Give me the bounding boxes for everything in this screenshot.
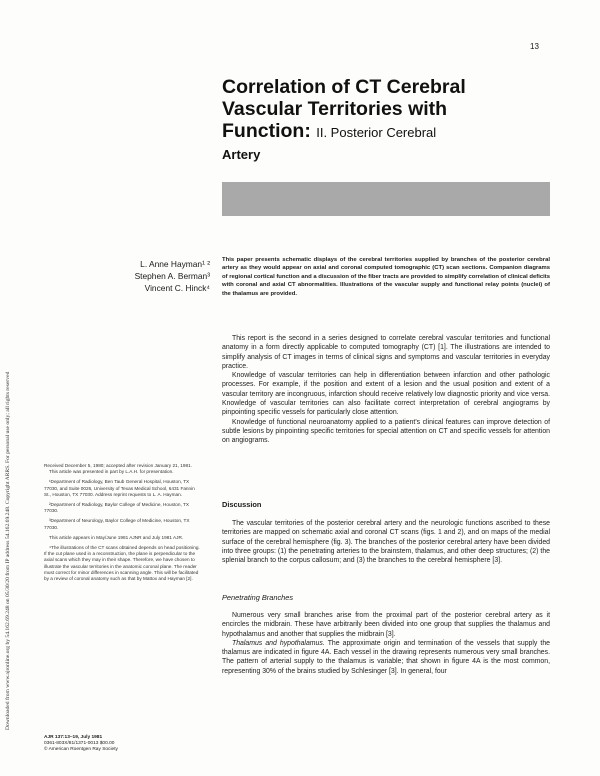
decorative-gray-bar — [222, 182, 550, 216]
page-number: 13 — [530, 42, 539, 51]
introduction — [222, 334, 550, 446]
thalamus-lead-in: Thalamus and hypothalamus. — [232, 639, 325, 647]
title-line-4: Artery — [222, 147, 261, 162]
footnote-2: ²Department of Radiology, Baylor College of Medicine, Houston, TX 77030. — [44, 502, 189, 514]
article-title — [222, 76, 552, 166]
download-watermark-text: Downloaded from www.ajronline.org by 54.162.69.248 on 05/30/20 from IP address 54.162.69.248. Copyright ARRS. For personal use only; all rights reserved — [5, 371, 11, 730]
footnote-3: ³Department of Neurology, Baylor College of Medicine, Houston, TX 77030. — [44, 518, 190, 530]
author-2: Stephen A. Berman³ — [134, 271, 210, 281]
intro-paragraph-3: Knowledge of functional neuroanatomy applied to a patient's clinical features can improve detection of subtle lesions by pinpointing specific territories for special attention on CT and specific vessels for attention on angiograms. — [222, 418, 550, 445]
discussion-section — [222, 519, 550, 565]
footnote-4: ⁴The illustrations of the CT scans obtained depends on head positioning. If the cut plane used in a reconstruction, the plane is perpendicular to the axial scans which they may in their shape. Therefore, we have chosen to illustrate the vascular territories in the anatomic coronal plane. The reader must correct for minor differences in scanning angle. This will be facilitated by a review of coronal anatomy such as that by Mattox and Hayman [2]. — [44, 545, 200, 582]
journal-cite: AJR 137:13–19, July 1981 — [44, 735, 103, 740]
title-line-3 — [222, 120, 552, 144]
thalamus-paragraph-text: The approximate origin and termination of the vessels that supply the thalamus are indicated in figure 4A. Each vessel in the drawing represents numerous very small branches. The pattern of arterial supply to the thalamus is variable; that shown in figure 4A is the most common, representing 30% of the brains studied by Schlesinger [3]. In general, four — [222, 639, 550, 675]
footnote-reprint: This article appears in May/June 1981 AJNR and July 1981 AJR. — [49, 534, 184, 540]
title-line-1: Correlation of CT Cerebral — [222, 76, 466, 98]
intro-paragraph-1: This report is the second in a series designed to correlate cerebral vascular territories and functional anatomy in a form directly applicable to computed tomography (CT) [1]. The illustrations are intended to simplify analysis of CT images in terms of clinical signs and symptoms and vascular territories in everyday practice. — [222, 335, 550, 370]
journal-issn: 0361-803X/81/1371-0013 $00.00 — [44, 741, 115, 747]
author-list — [60, 258, 210, 294]
title-line-3-main: Function: — [222, 120, 311, 142]
intro-paragraph-2: Knowledge of vascular territories can help in differentiation between infarction and other pathologic processes. For example, if the position and extent of a lesion and the usual position and extent of a vascular territory are incongruous, infarction should receive relatively low diagnostic priority and vice versa. Knowledge of vascular territories can also facilitate correct interpretation of cerebral angiograms by pinpointing specific vessels for particularly close attention. — [222, 372, 550, 417]
penetrating-branches-heading: Penetrating Branches — [222, 593, 294, 602]
title-line-2: Vascular Territories with — [222, 98, 448, 120]
penetrating-paragraph-2 — [222, 639, 550, 676]
discussion-heading: Discussion — [222, 500, 262, 509]
download-watermark — [2, 150, 14, 730]
penetrating-branches-section — [222, 611, 550, 676]
journal-copyright: © American Roentgen Ray Society — [44, 747, 118, 753]
footnote-1: ¹Department of Radiology, Ben Taub General Hospital, Houston, TX 77030, and Suite 0026, University of Texas Medical School, 6431 Fannin St., Houston, TX 77030. Address reprint requests to L. A. Hayman. — [44, 479, 195, 497]
author-3: Vincent C. Hinck⁴ — [144, 283, 210, 293]
penetrating-paragraph-1: Numerous very small branches arise from the proximal part of the posterior cerebral artery as it encircles the midbrain. These have arbitrarily been divided into one group that supplies the thalamus and hypothalamus and another that supplies the midbrain [3]. — [222, 612, 550, 638]
footnotes — [44, 463, 202, 586]
footnote-received: Received December 5, 1980; accepted after revision January 21, 1981. — [44, 463, 193, 468]
author-1: L. Anne Hayman¹ ² — [140, 259, 210, 269]
title-line-3-sub: II. Posterior Cerebral — [316, 125, 437, 140]
abstract: This paper presents schematic displays of the cerebral territories supplied by branches of the posterior cerebral artery as they would appear on axial and coronal computed tomographic (CT) scan sections. Companion diagrams of regional cortical function and a discussion of the fiber tracts are provided to simplify correlation of clinical deficits with coronal and axial CT abnormalities. Illustrations of the vascular supply and functional relay points (nuclei) of the thalamus are provided. — [222, 257, 550, 297]
footnote-presented: This article was presented in part by L.A.H. for presentation. — [49, 469, 174, 475]
journal-citation — [44, 735, 202, 754]
discussion-paragraph-1: The vascular territories of the posterior cerebral artery and the neurologic functions ascribed to these territories are mapped on schematic axial and coronal CT scans (figs. 1 and 2), and on maps of the medial surface of the cerebral hemisphere (fig. 3). The branches of the posterior cerebral artery have been divided into three groups: (1) the penetrating arteries to the brainstem, thalamus, and other deep structures; (2) the splenial branch to the corpus callosum; and (3) the branches to the cerebral hemisphere [3]. — [222, 520, 550, 565]
